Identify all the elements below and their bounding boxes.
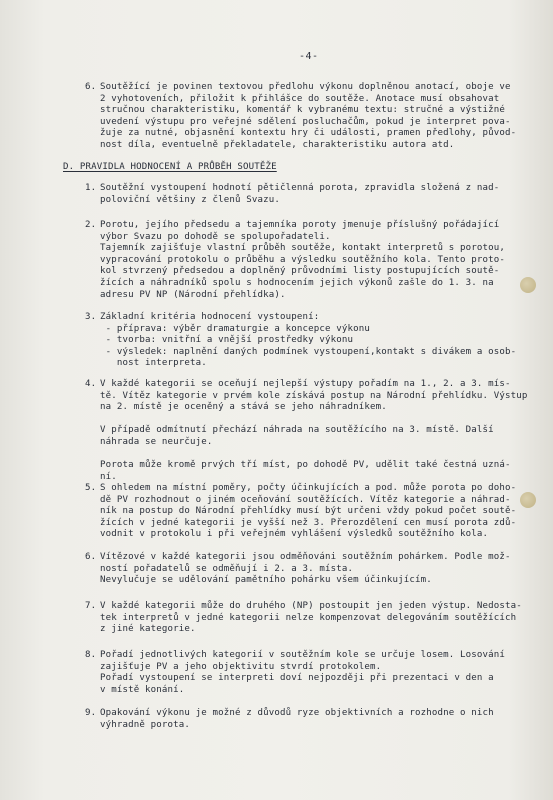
item-text-line: ností pořadatelů se odměňují i 2. a 3. místa.: [100, 563, 354, 574]
item-text-line: 2 vyhotoveních, přiložit k přihlášce do soutěže. Anotace musí obsahovat: [100, 93, 500, 104]
item-number: 6.: [85, 82, 97, 92]
item-text-line: Tajemník zajišťuje vlastní průběh soutěže, kontakt interpretů s porotou,: [100, 243, 505, 254]
item-text-line: V případě odmítnutí přechází náhrada na soutěžícího na 3. místě. Další: [100, 425, 494, 436]
item-text-line: nost interpreta.: [100, 358, 207, 369]
item-text-line: ník na postup do Národní přehlídky musí být určeni vždy pokud počet soutě-: [100, 506, 517, 517]
item-text-line: Základní kritéria hodnocení vystoupení:: [100, 312, 320, 322]
item-text-line: poloviční většiny z členů Svazu.: [100, 194, 280, 205]
item-number: 8.: [85, 650, 97, 660]
item-text-line: Pořadí vystoupení se interpreti doví nejpozději při prezentaci v den a: [100, 673, 494, 684]
item-text-line: adresu PV NP (Národní přehlídka).: [100, 289, 286, 300]
punch-hole: [520, 277, 536, 293]
item-text-line: Porota může kromě prvých tří míst, po dohodě PV, udělit také čestná uzná-: [100, 460, 511, 471]
item-number: 3.: [85, 312, 97, 322]
punch-hole: [520, 492, 536, 508]
item-text-line: žících v jedné kategorii je vyšší než 3. Přerozdělení cen musí porota zdů-: [100, 517, 517, 528]
item-text-line: zajišťuje PV a jeho objektivitu stvrdí protokolem.: [100, 661, 382, 672]
item-number: 4.: [85, 379, 97, 389]
page-number: -4-: [299, 51, 319, 62]
item-text-line: náhrada se neurčuje.: [100, 437, 213, 447]
item-text-line: z jiné kategorie.: [100, 624, 196, 635]
item-text-line: dě PV rozhodnout o jiném oceňování soutěžících. Vítěz kategorie a náhrad-: [100, 494, 511, 505]
item-text-line: tek interpretů v jedné kategorii nelze kompenzovat delegováním soutěžících: [100, 612, 517, 623]
item-text-line: vodnit v protokolu i při veřejném vyhlášení výsledků soutěžního kola.: [100, 529, 489, 540]
item-text-line: Pořadí jednotlivých kategorií v soutěžním kole se určuje losem. Losování: [100, 650, 505, 660]
item-text-line: výbor Svazu po dohodě se spolupořadateli.: [100, 231, 331, 242]
item-number: 9.: [85, 708, 97, 718]
item-text-line: v místě konání.: [100, 684, 185, 695]
item-text-line: S ohledem na místní poměry, počty účinkujících a pod. může porota po doho-: [100, 483, 517, 493]
item-text-line: kol stvrzený předsedou a doplněný průvodními listy postupujících soutě-: [100, 266, 500, 277]
item-number: 1.: [85, 183, 97, 193]
item-text-line: nost díla, eventuelně překladatele, charakteristiku autora atd.: [100, 140, 455, 150]
item-text-line: stručnou charakteristiku, komentář k vybranému textu: stručné a výstižné: [100, 105, 505, 116]
item-text-line: Opakování výkonu je možné z důvodů ryze objektivních a rozhodne o nich: [100, 708, 494, 718]
item-text-line: tě. Vítěz kategorie v prvém kole získává postup na Národní přehlídku. Výstup: [100, 390, 528, 401]
item-text-line: Vítězové v každé kategorii jsou odměňováni soutěžním pohárkem. Podle mož-: [100, 552, 511, 562]
item-text-line: na 2. místě je oceněný a stává se jeho náhradníkem.: [100, 402, 387, 413]
item-text-line: ní.: [100, 471, 117, 482]
item-text-line: Nevylučuje se udělování pamětního pohárku všem účinkujícím.: [100, 575, 432, 586]
item-number: 7.: [85, 601, 97, 611]
item-number: 2.: [85, 220, 97, 230]
item-text-line: Porotu, jejího předsedu a tajemníka poroty jmenuje příslušný pořádající: [100, 220, 500, 230]
section-heading: D. PRAVIDLA HODNOCENÍ A PRŮBĚH SOUTĚŽE: [63, 162, 277, 172]
item-number: 5.: [85, 483, 97, 493]
item-text-line: uvedení výstupu pro veřejné sdělení posluchačům, pokud je interpret pova-: [100, 116, 511, 127]
item-text-line: - příprava: výběr dramaturgie a koncepce výkonu: [100, 323, 370, 334]
item-text-line: Soutěžící je povinen textovou předlohu výkonu doplněnou anotací, oboje ve: [100, 82, 511, 92]
item-text-line: žuje za nutné, objasnění kontextu hry či události, pramen předlohy, původ-: [100, 128, 517, 139]
item-text-line: - tvorba: vnitřní a vnější prostředky výkonu: [100, 335, 354, 346]
item-number: 6.: [85, 552, 97, 562]
item-text-line: V každé kategorii může do druhého (NP) postoupit jen jeden výstup. Nedosta-: [100, 601, 522, 611]
item-text-line: vypracování protokolu o průběhu a výsledku soutěžního kola. Tento proto-: [100, 254, 505, 265]
item-text-line: Soutěžní vystoupení hodnotí pětičlenná porota, zpravidla složená z nad-: [100, 183, 500, 193]
item-text-line: - výsledek: naplnění daných podmínek vystoupení,kontakt s divákem a osob-: [100, 346, 517, 357]
item-text-line: V každé kategorii se oceňují nejlepší výstupy pořadím na 1., 2. a 3. mís-: [100, 379, 511, 389]
item-text-line: výhradně porota.: [100, 719, 190, 730]
item-text-line: žících a náhradníků spolu s hodnocením jejich výkonů zašle do 1. 3. na: [100, 278, 494, 288]
